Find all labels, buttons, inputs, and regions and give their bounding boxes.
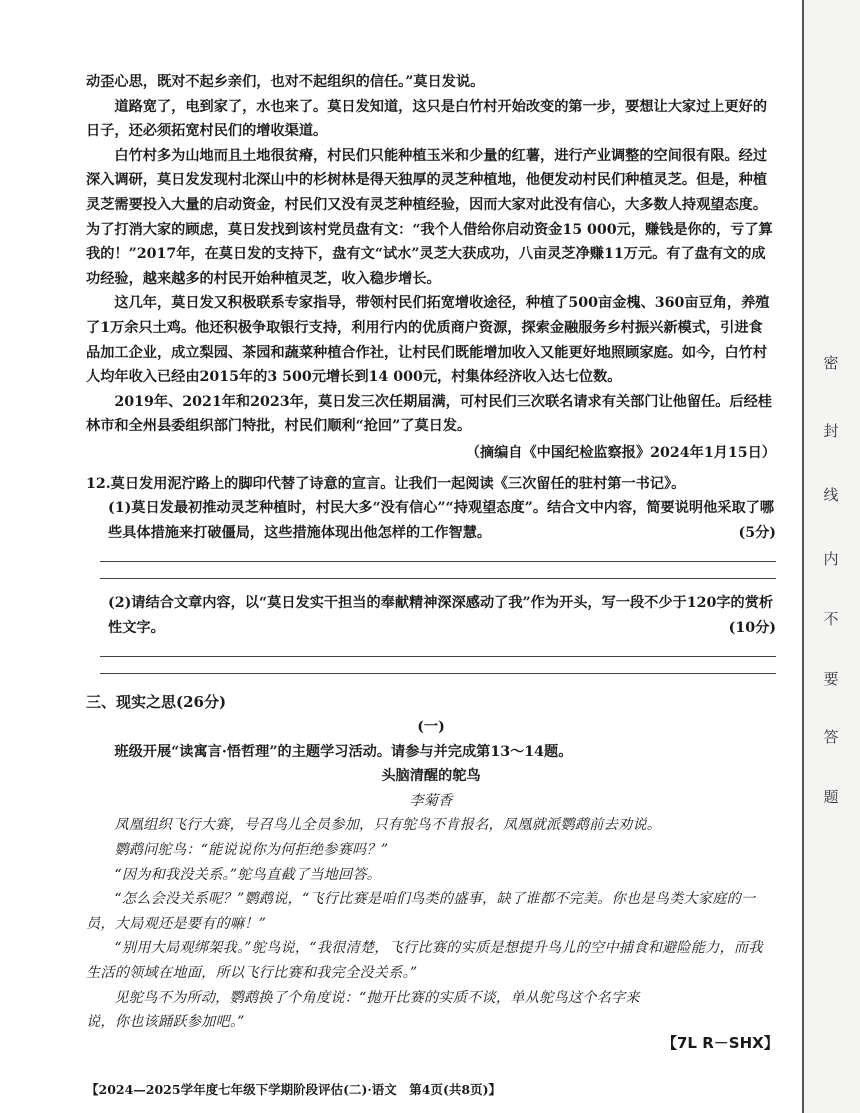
binding-char: 要 (823, 670, 839, 688)
question-12-stem: 12.莫日发用泥泞路上的脚印代替了诗意的宣言。让我们一起阅读《三次留任的驻村第一书记》。 (86, 475, 686, 492)
binding-char: 不 (823, 610, 839, 628)
story-paragraph: 见鸵鸟不为所动，鹦鹉换了个角度说：“抛开比赛的实质不谈，单从鸵鸟这个名字来说，你也该踊跃参加吧。” (86, 989, 640, 1031)
section-3-heading: 三、现实之思(26分) (86, 693, 227, 712)
question-12-part-2-score: (10分) (728, 619, 776, 636)
story-paragraph: 凤凰组织飞行大赛，号召鸟儿全员参加，只有鸵鸟不肯报名，凤凰就派鹦鹉前去劝说。 (114, 817, 662, 834)
story-paragraph: “怎么会没关系呢？”鹦鹉说，“飞行比赛是咱们鸟类的盛事，缺了谁都不完美。你也是鸟类大家庭的一员，大局观还是要有的嘛！” (86, 891, 756, 932)
page-footer: 【2024—2025学年度七年级下学期阶段评估(二)·语文 第4页(共8页)】 (86, 1082, 501, 1097)
question-12-part-1-score: (5分) (738, 524, 776, 541)
question-12-part-2-text: (2)请结合文章内容，以“莫日发实干担当的奉献精神深深感动了我”作为开头，写一段不少于120字的赏析性文字。 (108, 595, 774, 636)
binding-char: 密 (823, 354, 839, 372)
article-paragraph: 2019年、2021年和2023年，莫日发三次任期届满，可村民们三次联名请求有关部门让他留任。后经桂林市和全州县委组织部门特批，村民们顺利“抢回”了莫日发。 (86, 393, 772, 435)
binding-char: 题 (823, 788, 839, 806)
answer-line[interactable] (100, 562, 776, 579)
answer-line[interactable] (100, 657, 776, 674)
binding-char: 内 (823, 550, 839, 568)
exam-code: 【7L R－SHX】 (662, 1034, 779, 1052)
answer-line[interactable] (100, 640, 776, 657)
story-paragraph: 鹦鹉问鸵鸟：“能说说你为何拒绝参赛吗？” (114, 842, 389, 859)
article-paragraph: 这几年，莫日发又积极联系专家指导，带领村民们拓宽增收途径，种植了500亩金槐、360亩豆角，养殖了1万余只土鸡。他还积极争取银行支持，利用行内的优质商户资源，探索金融服务乡村振兴新模式，引进食品加工企业，成立梨园、茶园和蔬菜种植合作社，让村民们既能增加收入又能更好地照顾家庭。如今，白竹村人均年收入已经由2015年的3 500元增长到14 000元，村集体经济收入达七位数。 (86, 295, 770, 386)
article-paragraph: 动歪心思，既对不起乡亲们，也对不起组织的信任。”莫日发说。 (86, 74, 485, 90)
story-paragraph: “别用大局观绑架我。”鸵鸟说，“我很清楚，飞行比赛的实质是想提升鸟儿的空中捕食和避险能力，而我生活的领域在地面，所以飞行比赛和我完全没关系。” (86, 940, 763, 981)
article-paragraph: 白竹村多为山地而且土地很贫瘠，村民们只能种植玉米和少量的红薯，进行产业调整的空间很有限。经过深入调研，莫日发发现村北深山中的杉树林是得天独厚的灵芝种植地，他便发动村民们种植灵芝。但是，种植灵芝需要投入大量的启动资金，村民们又没有灵芝种植经验，因而大家对此没有信心，大多数人持观望态度。为了打消大家的顾虑，莫日发找到该村党员盘有文：“我个人借给你启动资金15 000元，赚钱是你的，亏了算我的！”2017年，在莫日发的支持下，盘有文“试水”灵芝大获成功，八亩灵芝净赚11万元。有了盘有文的成功经验，越来越多的村民开始种植灵芝，收入稳步增长。 (86, 147, 773, 287)
story-paragraph: “因为和我没关系。”鸵鸟直截了当地回答。 (114, 866, 382, 883)
binding-char: 答 (823, 728, 839, 746)
question-12-part-1-text: (1)莫日发最初推动灵芝种植时，村民大多“没有信心”“持观望态度”。结合文中内容，简要说明他采取了哪些具体措施来打破僵局，这些措施体现出他怎样的工作智慧。 (108, 500, 775, 541)
question-12-part-1 (108, 496, 776, 545)
main-content (86, 70, 776, 1035)
article-source: （摘编自《中国纪检监察报》2024年1月15日） (465, 444, 776, 461)
section-3-intro: 班级开展“读寓言·悟哲理”的主题学习活动。请参与并完成第13～14题。 (114, 743, 573, 760)
binding-char: 线 (823, 486, 839, 504)
question-12-part-2 (108, 591, 776, 640)
binding-char: 封 (823, 422, 839, 440)
answer-line[interactable] (100, 545, 776, 562)
article-paragraph: 道路宽了，电到家了，水也来了。莫日发知道，这只是白竹村开始改变的第一步，要想让大家过上更好的日子，还必须拓宽村民们的增收渠道。 (86, 98, 768, 140)
binding-margin (802, 0, 860, 1113)
story-title: 头脑清醒的鸵鸟 (381, 768, 481, 785)
story-author: 李菊香 (409, 792, 453, 809)
section-3-part: (一) (417, 719, 445, 736)
